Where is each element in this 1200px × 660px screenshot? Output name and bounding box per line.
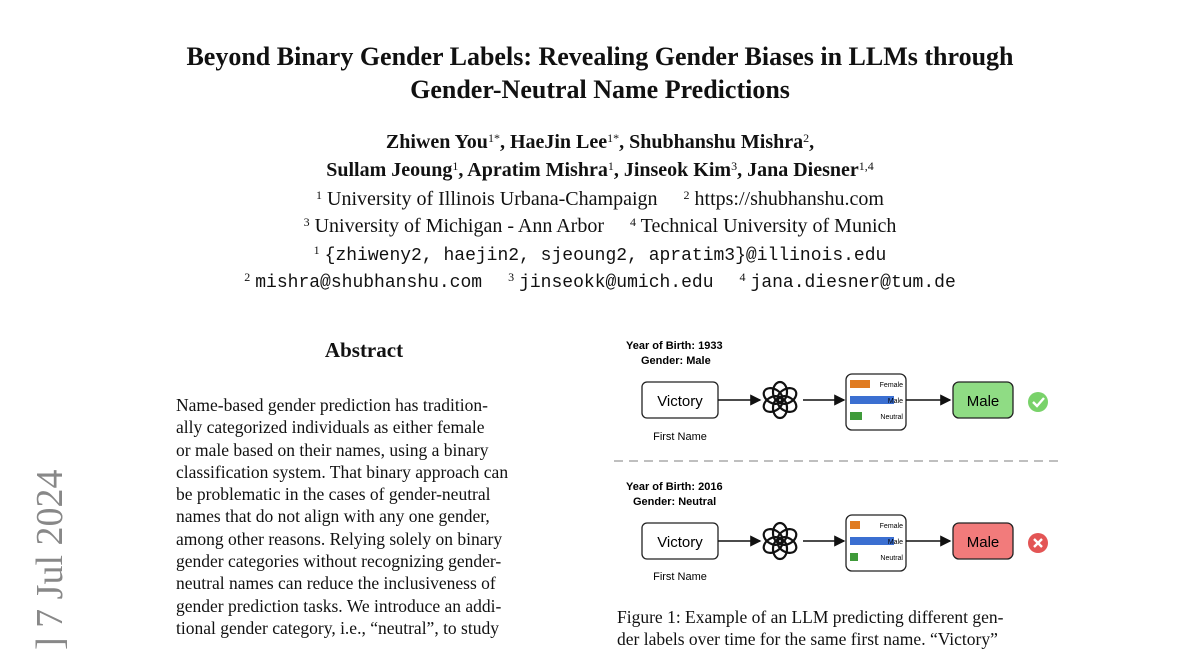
figure-1 xyxy=(610,334,1070,594)
email-mark: 1 xyxy=(313,243,320,257)
abstract-line: be problematic in the cases of gender-neutral xyxy=(176,484,491,505)
legend-male: Male xyxy=(887,398,903,405)
affiliation-name: University of Michigan - Ann Arbor xyxy=(314,215,604,237)
panel-2-gender: Gender: Neutral xyxy=(633,496,717,508)
openai-logo-icon xyxy=(761,523,799,559)
author-line-1: Zhiwen You$^{1*}$, HaeJin Lee$^{1*}$, Shubhanshu Mishra$^2$, xyxy=(385,131,815,153)
affiliation-url[interactable]: https://shubhanshu.com xyxy=(694,188,884,210)
legend-female: Female xyxy=(879,523,903,530)
legend-neutral: Neutral xyxy=(880,555,903,562)
abstract-line: names that do not align with any one gender, xyxy=(176,506,490,527)
email-address[interactable]: jinseokk@umich.edu xyxy=(519,273,714,293)
panel-1-gender: Gender: Male xyxy=(641,355,711,367)
paper-title xyxy=(100,40,1100,106)
abstract-line: ally categorized individuals as either female xyxy=(176,417,485,438)
author-name: Jana Diesner xyxy=(747,159,859,181)
email-mark: 2 xyxy=(244,270,251,284)
neutral-bar xyxy=(850,412,862,420)
female-bar xyxy=(850,380,870,388)
name-text: Victory xyxy=(657,534,703,551)
affiliation-mark: 2 xyxy=(683,188,690,202)
affiliation-mark: 1 xyxy=(316,188,323,202)
author-affiliation-mark: 1 xyxy=(607,159,614,173)
cross-icon xyxy=(1028,533,1048,553)
abstract-line: gender prediction tasks. We introduce an addi- xyxy=(176,595,502,616)
probability-box xyxy=(846,374,906,430)
author-affiliation-mark: 1* xyxy=(487,131,500,145)
female-bar xyxy=(850,521,860,529)
abstract-line: gender categories without recognizing gender- xyxy=(176,551,502,572)
author-affiliation-mark: 2 xyxy=(803,131,810,145)
panel-1 xyxy=(626,340,1048,443)
panel-1-year: Year of Birth: 1933 xyxy=(626,340,723,352)
openai-logo-icon xyxy=(761,382,799,418)
affiliation-line-2 xyxy=(100,213,1100,239)
abstract-body xyxy=(176,394,552,639)
output-text: Male xyxy=(966,534,1000,551)
affiliation-mark: 4 xyxy=(630,215,636,229)
paper-title-line-2: Gender-Neutral Name Predictions xyxy=(410,75,790,104)
caption-line: Figure 1: Example of an LLM predicting different gen- xyxy=(617,607,1004,627)
affiliation-mark: 3 xyxy=(303,215,310,229)
email-line-1 xyxy=(100,241,1100,269)
figure-1-diagram xyxy=(610,334,1070,594)
email-address[interactable]: jana.diesner@tum.de xyxy=(750,273,956,293)
affiliation-name: Technical University of Munich xyxy=(640,215,897,237)
legend-female: Female xyxy=(879,382,903,389)
check-icon xyxy=(1028,392,1048,412)
email-line-2 xyxy=(100,268,1100,296)
name-label: First Name xyxy=(653,571,707,583)
legend-neutral: Neutral xyxy=(880,414,903,421)
author-affiliation-mark: 1 xyxy=(452,159,459,173)
caption-line: der labels over time for the same first name. “Victory” xyxy=(617,629,998,649)
author-affiliation-mark: 3 xyxy=(731,159,738,173)
author-name: Jinseok Kim xyxy=(623,159,732,181)
author-list xyxy=(100,128,1100,184)
affiliation-line-1 xyxy=(100,186,1100,212)
author-affiliation-mark: 1* xyxy=(607,131,620,145)
figure-1-caption xyxy=(617,606,1061,650)
panel-2-year: Year of Birth: 2016 xyxy=(626,481,723,493)
arxiv-stamp-text: ] 7 Jul 2024 xyxy=(29,469,71,650)
arxiv-stamp xyxy=(8,430,88,660)
output-text: Male xyxy=(966,393,1000,410)
abstract-line: neutral names can reduce the inclusiveness of xyxy=(176,573,496,594)
neutral-bar xyxy=(850,553,858,561)
author-name: Zhiwen You xyxy=(385,131,488,153)
probability-box xyxy=(846,515,906,571)
panel-2 xyxy=(626,481,1048,583)
author-line-2: Sullam Jeoung$^1$, Apratim Mishra$^1$, Jinseok Kim$^3$, Jana Diesner$^{1,4}$ xyxy=(326,159,874,181)
email-address[interactable]: {zhiweny2, haejin2, sjeoung2, apratim3}@illinois.edu xyxy=(324,246,887,266)
author-name: HaeJin Lee xyxy=(509,131,608,153)
author-name: Sullam Jeoung xyxy=(326,159,453,181)
abstract-line: Name-based gender prediction has tradition- xyxy=(176,395,488,415)
author-name: Apratim Mishra xyxy=(467,159,608,181)
email-address[interactable]: mishra@shubhanshu.com xyxy=(255,273,483,293)
email-mark: 3 xyxy=(508,270,515,284)
author-affiliation-mark: 1,4 xyxy=(858,159,874,173)
name-label: First Name xyxy=(653,431,707,443)
abstract-heading: Abstract xyxy=(324,338,404,362)
abstract-line: tional gender category, i.e., “neutral”, to study xyxy=(176,617,499,638)
name-text: Victory xyxy=(657,393,703,410)
abstract-line: classification system. That binary approach can xyxy=(176,461,509,482)
author-name: Shubhanshu Mishra xyxy=(629,131,804,153)
abstract-line: or male based on their names, using a binary xyxy=(176,439,489,460)
email-mark: 4 xyxy=(739,270,746,284)
paper-title-line-1: Beyond Binary Gender Labels: Revealing Gender Biases in LLMs through xyxy=(186,42,1014,71)
affiliation-name: University of Illinois Urbana-Champaign xyxy=(327,188,658,210)
legend-male: Male xyxy=(887,539,903,546)
abstract-line: among other reasons. Relying solely on binary xyxy=(176,528,503,549)
